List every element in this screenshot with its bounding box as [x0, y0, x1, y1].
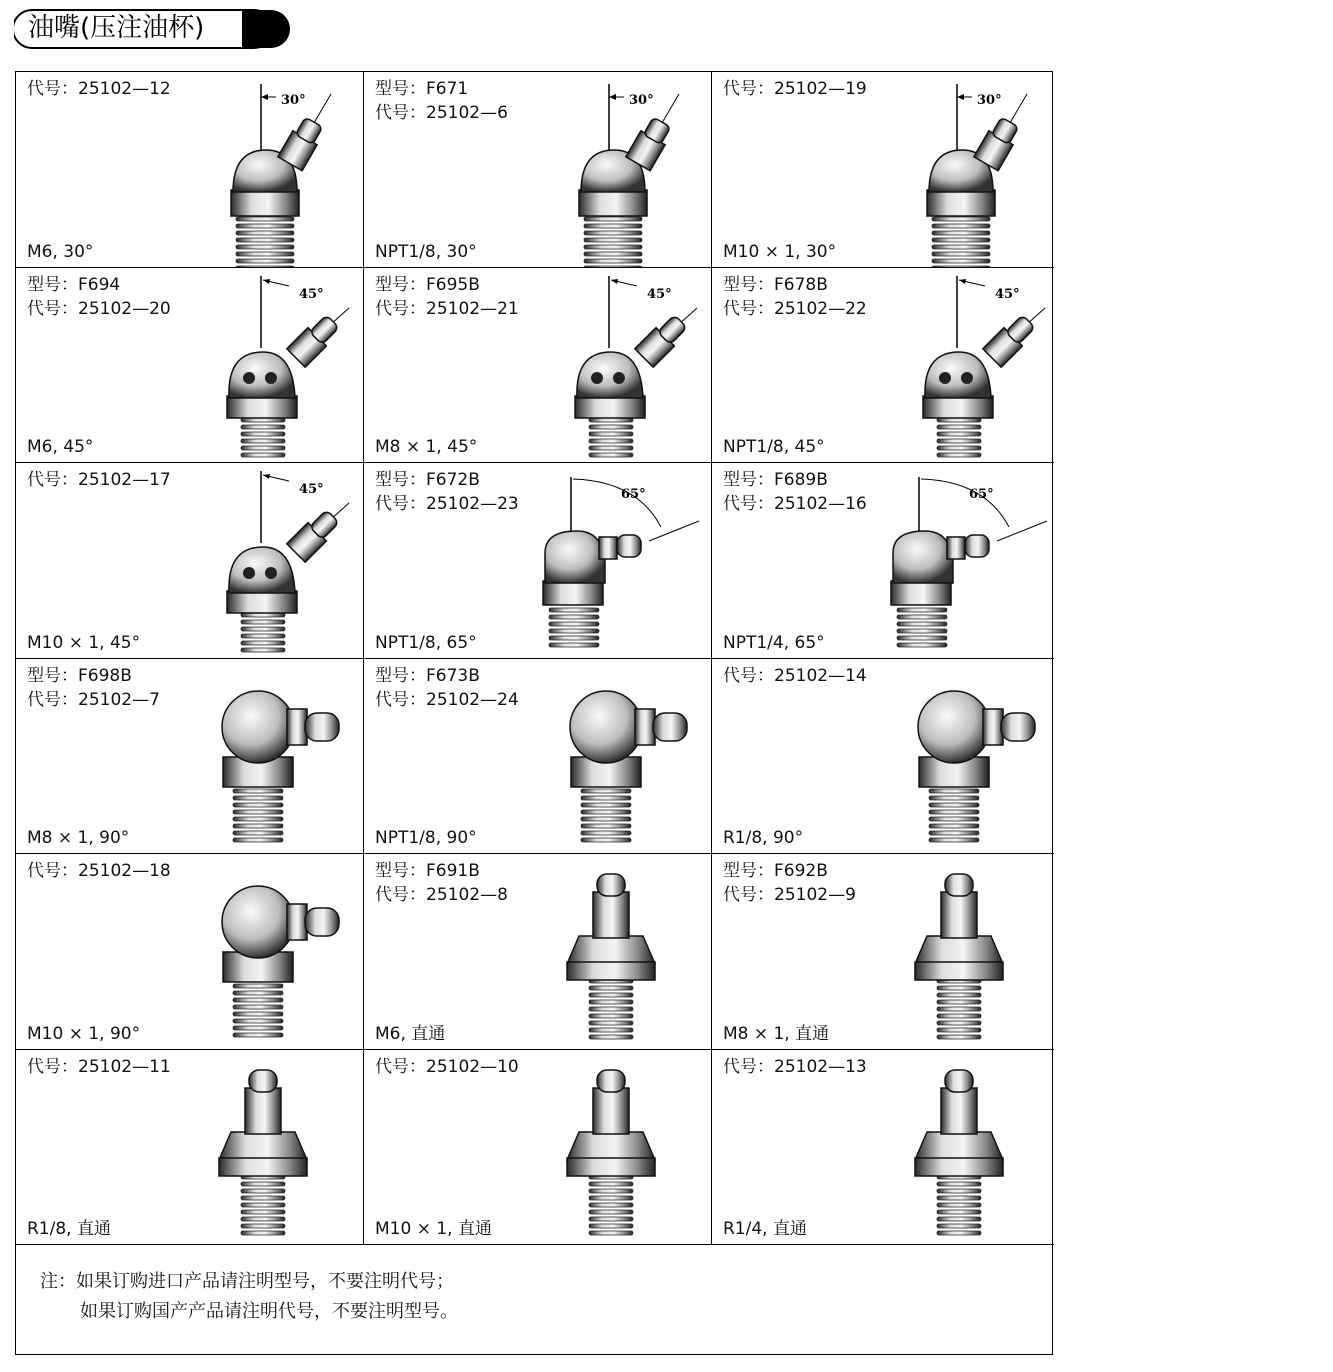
product-codes	[27, 273, 171, 321]
product-codes	[375, 859, 508, 907]
product-cell	[16, 72, 364, 268]
thread-spec: NPT1/8, 45°	[723, 437, 825, 457]
product-cell	[16, 854, 364, 1050]
model-number: 型号：F672B	[375, 470, 480, 490]
note-line-2: 如果订购国产产品请注明代号，不要注明型号。	[80, 1301, 458, 1322]
product-cell	[364, 1050, 712, 1246]
grease-fitting-45deg-icon	[539, 268, 709, 463]
angle-label: 45°	[299, 286, 324, 302]
section-title-tab	[14, 9, 288, 47]
code-number: 代号：25102—20	[27, 298, 171, 319]
product-cell	[364, 659, 712, 855]
product-codes	[27, 77, 171, 101]
thread-spec: M10 × 1, 30°	[723, 241, 837, 262]
grease-fitting-90deg-icon	[539, 659, 709, 854]
product-codes	[375, 77, 508, 125]
product-codes	[723, 273, 867, 321]
angle-label: 45°	[299, 482, 324, 497]
angle-label: 65°	[621, 487, 646, 502]
product-cell	[712, 1050, 1054, 1246]
thread-spec: M8 × 1, 45°	[375, 437, 478, 457]
product-codes	[27, 1055, 171, 1079]
model-number: 型号：F698B	[27, 665, 132, 686]
angle-label: 30°	[977, 93, 1002, 108]
product-codes	[27, 859, 171, 883]
grease-fitting-90deg-icon	[887, 659, 1057, 854]
product-cell	[364, 72, 712, 268]
product-codes	[723, 1055, 867, 1079]
product-cell	[712, 854, 1054, 1050]
angle-label: 45°	[995, 286, 1020, 302]
product-cell	[712, 659, 1054, 855]
angle-label: 30°	[629, 93, 654, 108]
model-number: 型号：F671	[375, 79, 469, 99]
grease-fitting-30deg-icon	[887, 72, 1057, 267]
thread-spec: NPT1/8, 90°	[375, 828, 477, 848]
grease-fitting-65deg-icon	[539, 463, 709, 658]
thread-spec: NPT1/8, 30°	[375, 241, 477, 262]
code-number: 代号：25102—17	[27, 470, 171, 490]
grease-fitting-straight-icon	[539, 1050, 709, 1245]
code-number: 代号：25102—14	[723, 665, 867, 686]
product-cell	[712, 72, 1054, 268]
code-number: 代号：25102—21	[375, 298, 519, 319]
product-codes	[723, 859, 856, 907]
model-number: 型号：F694	[27, 274, 121, 295]
model-number: 型号：F689B	[723, 470, 828, 490]
grease-fitting-straight-icon	[887, 1050, 1057, 1245]
grease-fitting-45deg-icon	[191, 463, 361, 658]
thread-spec: R1/8, 直通	[27, 1219, 111, 1239]
code-number: 代号：25102—19	[723, 79, 867, 99]
product-codes	[27, 664, 160, 712]
code-number: 代号：25102—16	[723, 494, 867, 514]
model-number: 型号：F678B	[723, 274, 828, 295]
product-cell	[712, 268, 1054, 464]
code-number: 代号：25102—9	[723, 885, 856, 905]
model-number: 型号：F691B	[375, 861, 480, 881]
product-cell	[364, 854, 712, 1050]
code-number: 代号：25102—7	[27, 689, 160, 710]
product-cell	[16, 463, 364, 659]
product-cell	[364, 268, 712, 464]
thread-spec: M6, 30°	[27, 241, 94, 262]
note-line-1: 注：如果订购进口产品请注明型号，不要注明代号；	[40, 1271, 454, 1292]
page-title: 油嘴(压注油杯)	[28, 13, 205, 43]
model-number: 型号：F673B	[375, 665, 480, 686]
code-number: 代号：25102—8	[375, 885, 508, 905]
thread-spec: M10 × 1, 45°	[27, 632, 141, 653]
code-number: 代号：25102—22	[723, 298, 867, 319]
thread-spec: M6, 直通	[375, 1023, 446, 1044]
code-number: 代号：25102—18	[27, 861, 171, 881]
angle-label: 65°	[969, 487, 994, 502]
code-number: 代号：25102—13	[723, 1056, 867, 1077]
thread-spec: NPT1/8, 65°	[375, 632, 477, 653]
thread-spec: M8 × 1, 90°	[27, 828, 130, 848]
grease-fitting-45deg-icon	[191, 268, 361, 463]
grease-fitting-30deg-icon	[191, 72, 361, 267]
model-number: 型号：F692B	[723, 861, 828, 881]
code-number: 代号：25102—24	[375, 689, 519, 710]
product-codes	[27, 468, 171, 492]
code-number: 代号：25102—6	[375, 103, 508, 123]
product-codes	[375, 664, 519, 712]
product-cell	[16, 1050, 364, 1246]
thread-spec: M6, 45°	[27, 437, 94, 457]
grease-fitting-90deg-icon	[191, 659, 361, 854]
thread-spec: NPT1/4, 65°	[723, 632, 825, 653]
grease-fitting-90deg-icon	[191, 854, 361, 1049]
product-codes	[375, 468, 519, 516]
thread-spec: M8 × 1, 直通	[723, 1023, 830, 1044]
grease-fitting-straight-icon	[887, 854, 1057, 1049]
product-cell	[364, 463, 712, 659]
thread-spec: M10 × 1, 90°	[27, 1023, 141, 1044]
ordering-note	[15, 1245, 1053, 1355]
product-cell	[16, 659, 364, 855]
grease-fitting-30deg-icon	[539, 72, 709, 267]
thread-spec: R1/8, 90°	[723, 828, 804, 848]
grease-fitting-65deg-icon	[887, 463, 1057, 658]
product-cell	[712, 463, 1054, 659]
product-cell	[16, 268, 364, 464]
product-codes	[375, 1055, 519, 1079]
product-grid	[15, 71, 1053, 1245]
code-number: 代号：25102—10	[375, 1056, 519, 1077]
code-number: 代号：25102—12	[27, 79, 171, 99]
grease-fitting-45deg-icon	[887, 268, 1057, 463]
thread-spec: R1/4, 直通	[723, 1219, 807, 1239]
code-number: 代号：25102—23	[375, 494, 519, 514]
product-codes	[723, 468, 867, 516]
model-number: 型号：F695B	[375, 274, 480, 295]
product-codes	[723, 77, 867, 101]
product-codes	[375, 273, 519, 321]
grease-fitting-straight-icon	[539, 854, 709, 1049]
angle-label: 45°	[647, 286, 672, 302]
angle-label: 30°	[281, 93, 306, 108]
thread-spec: M10 × 1, 直通	[375, 1219, 492, 1239]
product-codes	[723, 664, 867, 688]
code-number: 代号：25102—11	[27, 1056, 171, 1077]
grease-fitting-straight-icon	[191, 1050, 361, 1245]
